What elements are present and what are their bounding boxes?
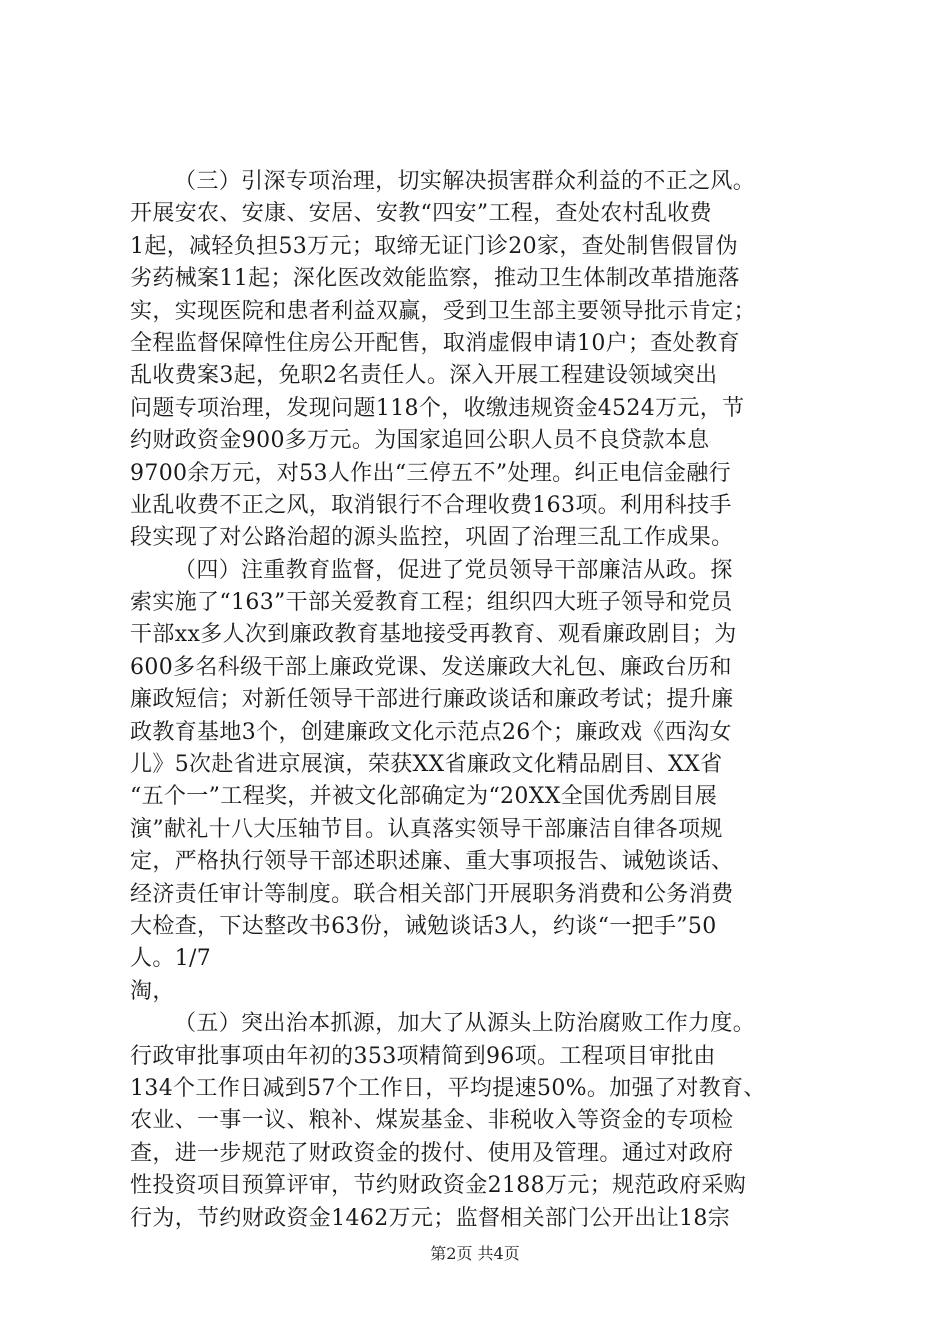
text-line: 9700余万元，对53人作出“三停五不”处理。纠正电信金融行 [130,460,731,486]
text-line: 约财政资金900多万元。为国家追回公职人员不良贷款本息 [130,428,710,454]
text-line: “五个一”工程奖，并被文化部确定为“20XX全国优秀剧目展 [130,784,718,810]
text-line: 大检查，下达整改书63份，诫勉谈话3人，约谈“一把手”50 [130,913,717,939]
text-line: 开展安农、安康、安居、安教“四安”工程，查处农村乱收费 [130,201,712,227]
text-line: 经济责任审计等制度。联合相关部门开展职务消费和公务消费 [130,881,734,907]
text-line: 索实施了“163”干部关爱教育工程；组织四大班子领导和党员 [130,590,733,616]
text-line: 实，实现医院和患者利益双赢，受到卫生部主要领导批示肯定； [130,298,756,324]
text-line: 行为，节约财政资金1462万元；监督相关部门公开出让18宗 [130,1205,731,1231]
text-line: 干部xx多人次到廉政教育基地接受再教育、观看廉政剧目；为 [130,622,737,648]
text-line: 全程监督保障性住房公开配售，取消虚假申请10户；查处教育 [130,330,740,356]
text-line: 人。1/7 [130,946,212,972]
text-line: 问题专项治理，发现问题118个，收缴违规资金4524万元，节 [130,395,745,421]
text-line: 政教育基地3个，创建廉政文化示范点26个；廉政戏《西沟女 [130,719,732,745]
text-line: 廉政短信；对新任领导干部进行廉政谈话和廉政考试；提升廉 [130,687,734,713]
text-line: 淘， [130,978,175,1004]
text-line: 劣药械案11起；深化医改效能监察，推动卫生体制改革措施落 [130,266,740,292]
text-line: 性投资项目预算评审，节约财政资金2188万元；规范政府采购 [130,1173,747,1199]
paragraph-first-line: （三）引深专项治理，切实解决损害群众利益的不正之风。 [174,169,756,194]
text-line: 600多名科级干部上廉政党课、发送廉政大礼包、廉政台历和 [130,654,732,680]
page-footer: 第2页 共4页 [430,1244,520,1263]
text-line: 定，严格执行领导干部述职述廉、重大事项报告、诫勉谈话、 [130,849,734,875]
text-line: 段实现了对公路治超的源头监控，巩固了治理三乱工作成果。 [130,525,734,551]
text-line: 1起，减轻负担53万元；取缔无证门诊20家，查处制售假冒伪 [130,233,739,259]
text-line: 儿》5次赴省进京展演，荣获XX省廉政文化精品剧目、XX省 [130,752,723,778]
text-line: 行政审批事项由年初的353项精简到96项。工程项目审批由 [130,1043,716,1069]
text-line: 业乱收费不正之风，取消银行不合理收费163项。利用科技手 [130,492,732,518]
body-text [130,166,850,1235]
text-line: 查，进一步规范了财政资金的拨付、使用及管理。通过对政府 [130,1140,734,1166]
text-line: 演”献礼十八大压轴节目。认真落实领导干部廉洁自律各项规 [130,816,723,842]
paragraph-first-line: （五）突出治本抓源，加大了从源头上防治腐败工作力度。 [174,1011,756,1037]
text-line: 乱收费案3起，免职2名责任人。深入开展工程建设领域突出 [130,363,718,389]
paragraph-first-line: （四）注重教育监督，促进了党员领导干部廉洁从政。探 [174,557,733,583]
text-line: 134个工作日减到57个工作日，平均提速50%。加强了对教育、 [130,1075,766,1101]
text-line: 农业、一事一议、粮补、煤炭基金、非税收入等资金的专项检 [130,1108,734,1134]
